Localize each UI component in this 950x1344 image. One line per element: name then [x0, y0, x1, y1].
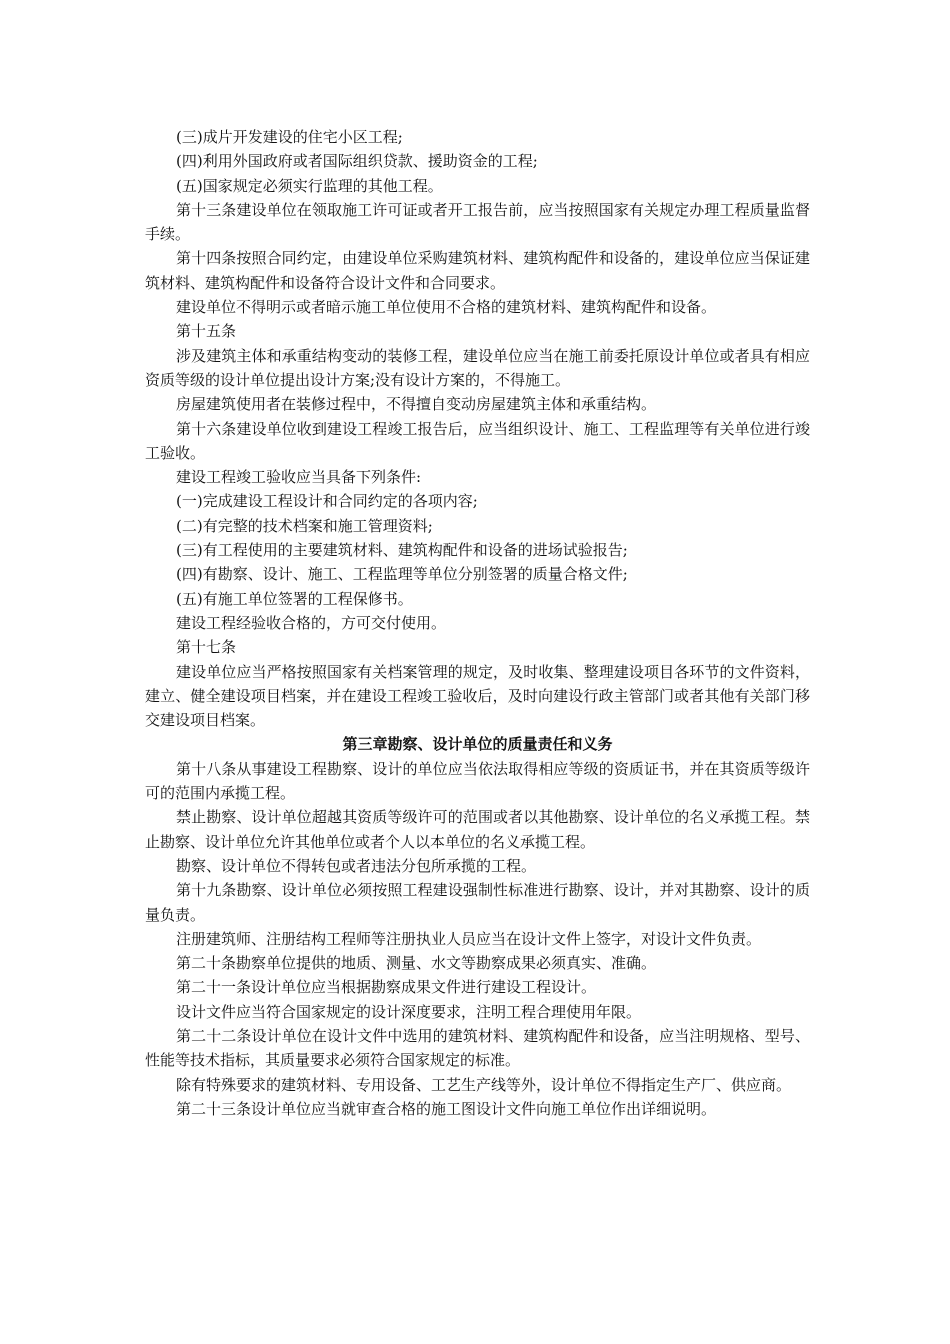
- paragraph: 第二十一条设计单位应当根据勘察成果文件进行建设工程设计。: [176, 978, 597, 997]
- list-item: (一)完成建设工程设计和合同约定的各项内容;: [176, 492, 478, 511]
- paragraph: 建设工程竣工验收应当具备下列条件:: [176, 468, 422, 487]
- paragraph: 第二十三条设计单位应当就审查合格的施工图设计文件向施工单位作出详细说明。: [176, 1099, 717, 1118]
- paragraph: 第十四条按照合同约定，由建设单位采购建筑材料、建筑构配件和设备的，建设单位应当保证建筑材料、建筑构配件和设备符合设计文件和合同要求。: [145, 249, 810, 292]
- list-item: (二)有完整的技术档案和施工管理资料;: [176, 516, 433, 535]
- paragraph: (三)成片开发建设的住宅小区工程;: [176, 128, 403, 146]
- list-item: (三)有工程使用的主要建筑材料、建筑构配件和设备的进场试验报告;: [176, 541, 628, 560]
- paragraph: 建设单位不得明示或者暗示施工单位使用不合格的建筑材料、建筑构配件和设备。: [176, 298, 717, 317]
- paragraph: 建设单位应当严格按照国家有关档案管理的规定，及时收集、整理建设项目各环节的文件资料，建立、健全建设项目档案，并在建设工程竣工验收后，及时向建设行政主管部门或者其他有关部门移交建设项目档案。: [145, 662, 810, 730]
- article-title: 第十七条: [176, 638, 237, 657]
- paragraph: 房屋建筑使用者在装修过程中，不得擅自变动房屋建筑主体和承重结构。: [176, 395, 657, 414]
- paragraph: 禁止勘察、设计单位超越其资质等级许可的范围或者以其他勘察、设计单位的名义承揽工程。禁止勘察、设计单位允许其他单位或者个人以本单位的名义承揽工程。: [145, 808, 810, 851]
- paragraph: 第十九条勘察、设计单位必须按照工程建设强制性标准进行勘察、设计，并对其勘察、设计的质量负责。: [145, 881, 810, 924]
- paragraph: 设计文件应当符合国家规定的设计深度要求，注明工程合理使用年限。: [176, 1002, 642, 1021]
- paragraph: 第十六条建设单位收到建设工程竣工报告后，应当组织设计、施工、工程监理等有关单位进行竣工验收。: [145, 419, 810, 462]
- list-item: (五)有施工单位签署的工程保修书。: [176, 589, 413, 608]
- paragraph: 涉及建筑主体和承重结构变动的装修工程，建设单位应当在施工前委托原设计单位或者具有相应资质等级的设计单位提出设计方案;没有设计方案的，不得施工。: [145, 346, 810, 389]
- chapter-heading: 第三章勘察、设计单位的质量责任和义务: [342, 735, 613, 754]
- paragraph: (四)利用外国政府或者国际组织贷款、援助资金的工程;: [176, 152, 538, 171]
- document-page: [145, 125, 810, 1121]
- paragraph: 注册建筑师、注册结构工程师等注册执业人员应当在设计文件上签字，对设计文件负责。: [176, 929, 762, 948]
- paragraph: 建设工程经验收合格的，方可交付使用。: [176, 613, 447, 632]
- paragraph: 第二十二条设计单位在设计文件中选用的建筑材料、建筑构配件和设备，应当注明规格、型号、性能等技术指标，其质量要求必须符合国家规定的标准。: [145, 1026, 810, 1070]
- paragraph: 除有特殊要求的建筑材料、专用设备、工艺生产线等外，设计单位不得指定生产厂、供应商。: [176, 1075, 792, 1094]
- list-item: (四)有勘察、设计、施工、工程监理等单位分别签署的质量合格文件;: [176, 565, 628, 584]
- paragraph: 第十八条从事建设工程勘察、设计的单位应当依法取得相应等级的资质证书，并在其资质等级许可的范围内承揽工程。: [145, 759, 810, 803]
- paragraph: (五)国家规定必须实行监理的其他工程。: [176, 176, 443, 195]
- article-title: 第十五条: [176, 322, 237, 341]
- paragraph: 第二十条勘察单位提供的地质、测量、水文等勘察成果必须真实、准确。: [176, 954, 657, 973]
- paragraph: 勘察、设计单位不得转包或者违法分包所承揽的工程。: [176, 856, 537, 875]
- paragraph: 第十三条建设单位在领取施工许可证或者开工报告前，应当按照国家有关规定办理工程质量监督手续。: [145, 200, 810, 244]
